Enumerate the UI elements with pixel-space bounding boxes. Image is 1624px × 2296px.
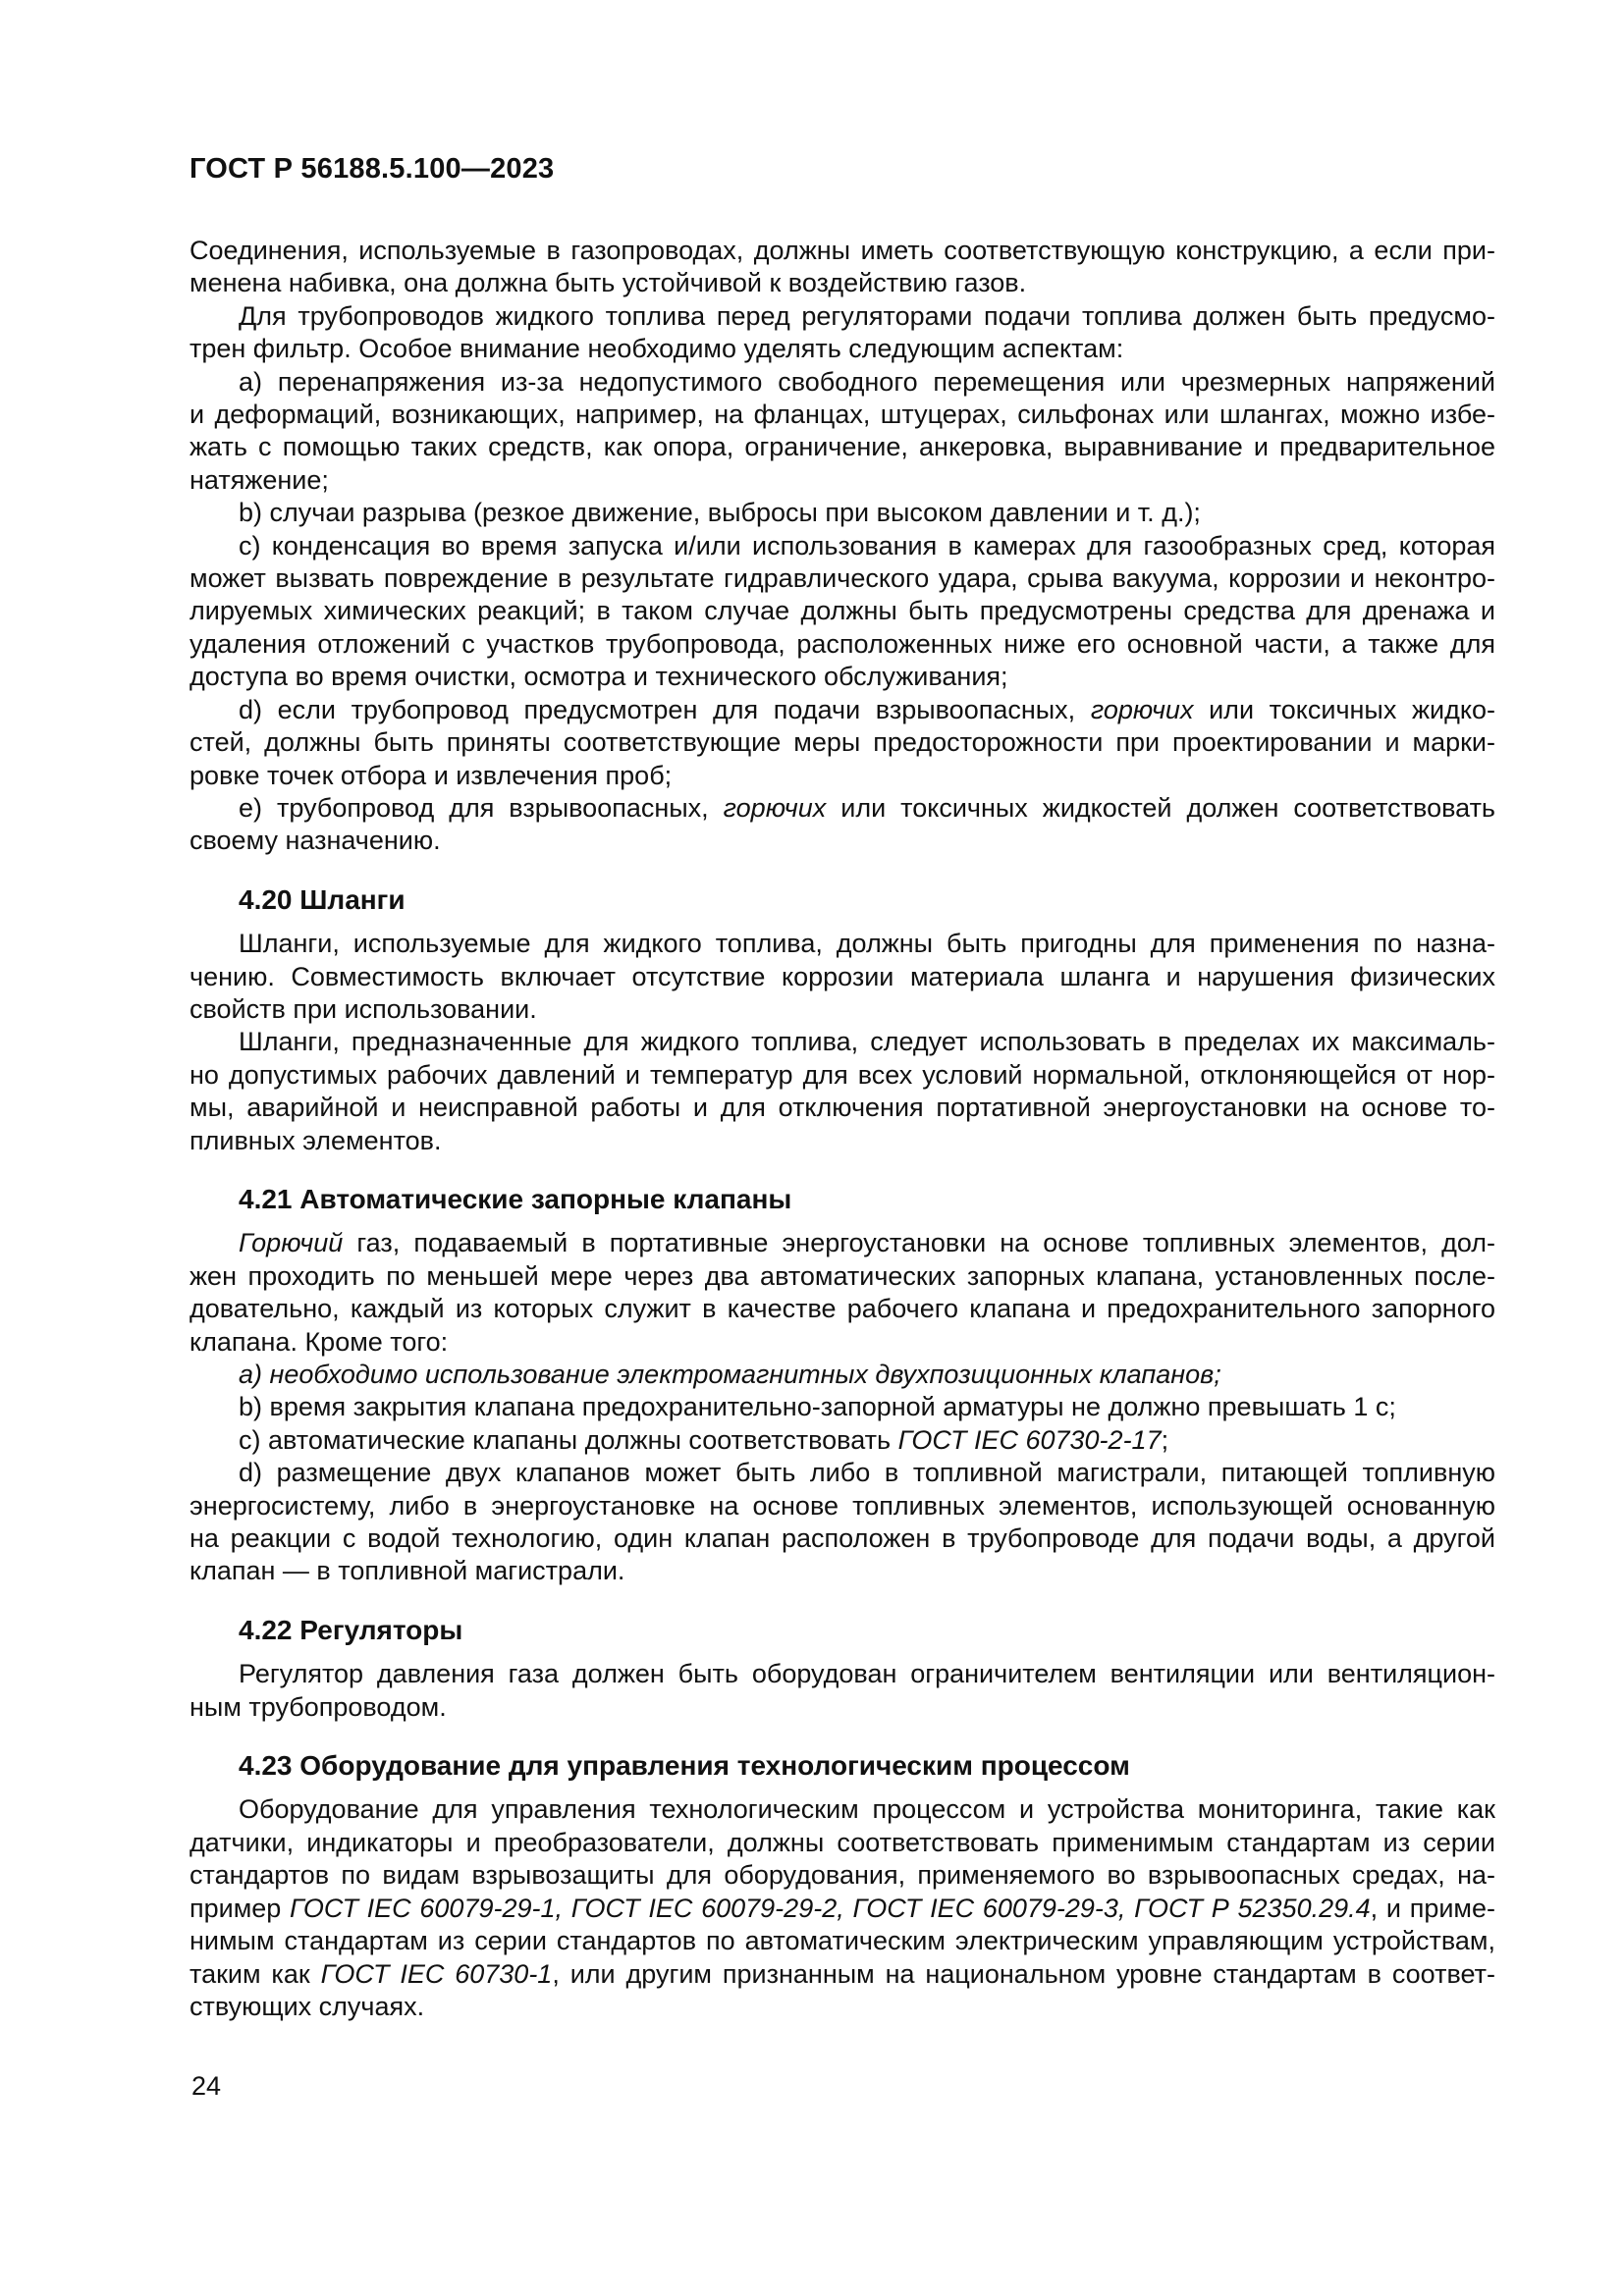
document-body <box>189 235 1495 2023</box>
text-segment: таким как <box>189 1958 321 1989</box>
paragraph <box>189 694 1495 792</box>
paragraph <box>189 530 1495 694</box>
italic-text: ГОСТ IEC 60730-1 <box>320 1958 553 1989</box>
text-line <box>189 497 1495 529</box>
text-segment: чению. Совместимость включает отсутствие коррозии материала шланга и нарушения физических <box>189 961 1495 991</box>
text-segment: стей, должны быть приняты соответствующие меры предосторожности при проектировании и марки- <box>189 727 1495 758</box>
text-line <box>189 595 1495 627</box>
text-segment: клапана. Кроме того: <box>189 1326 449 1357</box>
paragraph <box>189 792 1495 858</box>
text-line <box>189 928 1495 960</box>
text-line <box>189 694 1495 726</box>
text-segment: и деформаций, возникающих, например, на фланцах, штуцерах, сильфонах или шлангах, можно избе- <box>189 400 1495 430</box>
paragraph <box>189 1026 1495 1157</box>
text-line <box>189 399 1495 431</box>
text-segment: Оборудование для управления технологическим процессом и устройства мониторинга, такие как <box>239 1794 1495 1825</box>
text-segment: пример <box>189 1893 291 1923</box>
text-segment: на реакции с водой технологию, один клапан расположен в трубопроводе для подачи воды, а другой <box>189 1523 1495 1554</box>
text-segment: Соединения, используемые в газопроводах, должны иметь соответствующую конструкцию, а если при- <box>189 236 1495 265</box>
text-segment: свойств при использовании. <box>189 993 537 1024</box>
text-line <box>189 1391 1495 1423</box>
text-segment: e) трубопровод для взрывоопасных, <box>239 792 724 823</box>
text-segment: энергосистему, либо в энергоустановке на основе топливных элементов, использующей основанную <box>189 1490 1495 1521</box>
text-segment: или токсичных жидко- <box>1193 694 1496 724</box>
text-segment: a) перенапряжения из-за недопустимого свободного перемещения или чрезмерных напряжений <box>239 366 1495 397</box>
text-line <box>189 1125 1495 1157</box>
text-segment: Регулятор давления газа должен быть оборудован ограничителем вентиляции или вентиляцион- <box>239 1659 1495 1689</box>
italic-text: ГОСТ IEC 60730-2-17 <box>897 1424 1162 1455</box>
text-line <box>189 1691 1495 1724</box>
text-segment: ровке точек отбора и извлечения проб; <box>189 760 673 790</box>
text-segment: Для трубопроводов жидкого топлива перед регуляторами подачи топлива должен быть предусмо- <box>239 300 1495 331</box>
text-segment: b) время закрытия клапана предохранительно-запорной арматуры не должно превышать 1 с; <box>239 1392 1396 1422</box>
text-line <box>189 1555 1495 1587</box>
section-heading: 4.20 Шланги <box>239 883 406 915</box>
text-segment: , и приме- <box>1370 1893 1495 1923</box>
paragraph <box>189 366 1495 498</box>
text-segment: датчики, индикаторы и преобразователи, должны соответствовать применимым стандартам из серии <box>189 1827 1495 1857</box>
text-line <box>189 431 1495 463</box>
text-segment: доступа во время очистки, осмотра и технического обслуживания; <box>189 662 1008 692</box>
section-heading: 4.22 Регуляторы <box>239 1614 463 1645</box>
text-line <box>189 726 1495 759</box>
paragraph <box>189 235 1495 300</box>
italic-text: ГОСТ IEC 60079-29-1, ГОСТ IEC 60079-29-2, ГОСТ IEC 60079-29-3, ГОСТ Р 52350.29.4 <box>290 1893 1371 1923</box>
text-segment: удаления отложений с участков трубопровода, расположенных ниже его основной части, а также для <box>189 628 1495 659</box>
text-line <box>189 792 1495 825</box>
text-line <box>189 1991 1495 2023</box>
text-line <box>189 1424 1495 1457</box>
text-line <box>189 1457 1495 1489</box>
paragraph <box>189 1793 1495 2023</box>
text-line <box>189 1293 1495 1325</box>
text-line <box>189 333 1495 365</box>
text-segment: или токсичных жидкостей должен соответствовать <box>826 792 1495 823</box>
text-line <box>189 760 1495 792</box>
text-line <box>189 1059 1495 1092</box>
paragraph <box>189 1457 1495 1588</box>
italic-text: a) необходимо использование электромагнитных двухпозиционных клапанов; <box>239 1360 1221 1389</box>
text-line <box>189 1958 1495 1991</box>
text-line <box>189 366 1495 399</box>
text-line <box>189 530 1495 562</box>
text-line <box>189 300 1495 333</box>
text-segment: , или другим признанным на национальном уровне стандартам в соответ- <box>552 1958 1495 1989</box>
text-segment: ; <box>1161 1424 1169 1455</box>
document-code-header: ГОСТ Р 56188.5.100—2023 <box>189 153 555 185</box>
text-segment: клапан — в топливной магистрали. <box>189 1556 625 1586</box>
text-line <box>189 235 1495 267</box>
text-line <box>189 1859 1495 1892</box>
text-line <box>189 1522 1495 1555</box>
text-segment: менена набивка, она должна быть устойчивой к воздействию газов. <box>189 268 1027 298</box>
paragraph <box>189 1391 1495 1423</box>
paragraph <box>189 1359 1495 1391</box>
text-line <box>189 1026 1495 1058</box>
section-heading: 4.21 Автоматические запорные клапаны <box>239 1183 792 1214</box>
text-line <box>189 661 1495 693</box>
text-segment: стандартов по видам взрывозащиты для оборудования, применяемого во взрывоопасных средах, на- <box>189 1860 1495 1891</box>
text-segment: нимым стандартам из серии стандартов по автоматическим электрическим управляющим устройствам, <box>189 1926 1495 1956</box>
paragraph <box>189 1424 1495 1457</box>
text-segment: мы, аварийной и неисправной работы и для отключения портативной энергоустановки на основе то- <box>189 1093 1495 1123</box>
italic-text: горючих <box>1090 694 1194 724</box>
text-segment: газ, подаваемый в портативные энергоустановки на основе топливных элементов, дол- <box>343 1228 1495 1258</box>
text-line <box>189 1092 1495 1124</box>
paragraph <box>189 1227 1495 1359</box>
text-segment: жать с помощью таких средств, как опора, ограничение, анкеровка, выравнивание и предварительное <box>189 432 1495 462</box>
text-line <box>189 267 1495 299</box>
text-line <box>189 1893 1495 1925</box>
text-segment: d) если трубопровод предусмотрен для подачи взрывоопасных, <box>239 694 1091 724</box>
text-segment: может вызвать повреждение в результате гидравлического удара, срыва вакуума, коррозии и неконтро- <box>189 563 1495 594</box>
text-segment: ным трубопроводом. <box>189 1691 447 1722</box>
text-line <box>189 1925 1495 1957</box>
text-segment: b) случаи разрыва (резкое движение, выбросы при высоком давлении и т. д.); <box>239 498 1201 528</box>
text-segment: своему назначению. <box>189 826 441 856</box>
text-line <box>189 1260 1495 1293</box>
text-line <box>189 1227 1495 1259</box>
paragraph <box>189 300 1495 366</box>
text-segment: но допустимых рабочих давлений и температур для всех условий нормальной, отклоняющейся от нор- <box>189 1059 1495 1090</box>
text-segment: Шланги, используемые для жидкого топлива, должны быть пригодны для применения по назна- <box>239 929 1495 959</box>
text-segment: Шланги, предназначенные для жидкого топлива, следует использовать в пределах их максималь- <box>239 1027 1495 1057</box>
paragraph <box>189 928 1495 1026</box>
text-segment: d) размещение двух клапанов может быть либо в топливной магистрали, питающей топливную <box>239 1458 1495 1488</box>
text-line <box>189 464 1495 497</box>
text-line <box>189 825 1495 857</box>
text-segment: лируемых химических реакций; в таком случае должны быть предусмотрены средства для дренажа и <box>189 596 1495 626</box>
text-line <box>189 1490 1495 1522</box>
page-number: 24 <box>191 2071 222 2101</box>
text-segment: натяжение; <box>189 464 329 495</box>
text-segment: довательно, каждый из которых служит в качестве рабочего клапана и предохранительного запорного <box>189 1294 1495 1324</box>
paragraph <box>189 497 1495 529</box>
paragraph <box>189 1658 1495 1724</box>
text-line <box>189 628 1495 661</box>
text-segment: c) автоматические клапаны должны соответствовать <box>239 1424 898 1455</box>
text-segment: c) конденсация во время запуска и/или использования в камерах для газообразных сред, которая <box>239 530 1495 561</box>
text-segment: трен фильтр. Особое внимание необходимо уделять следующим аспектам: <box>189 334 1124 364</box>
text-line <box>189 1359 1495 1391</box>
text-line <box>189 1793 1495 1826</box>
text-segment: пливных элементов. <box>189 1125 442 1155</box>
text-line <box>189 1326 1495 1359</box>
text-line <box>189 993 1495 1026</box>
italic-text: Горючий <box>239 1228 344 1258</box>
text-line <box>189 562 1495 595</box>
text-line <box>189 961 1495 993</box>
text-line <box>189 1827 1495 1859</box>
text-segment: жен проходить по меньшей мере через два автоматических запорных клапана, установленных после- <box>189 1260 1495 1291</box>
text-line <box>189 1658 1495 1690</box>
section-heading: 4.23 Оборудование для управления технологическим процессом <box>239 1750 1130 1782</box>
italic-text: горючих <box>723 792 827 823</box>
text-segment: ствующих случаях. <box>189 1991 425 2021</box>
